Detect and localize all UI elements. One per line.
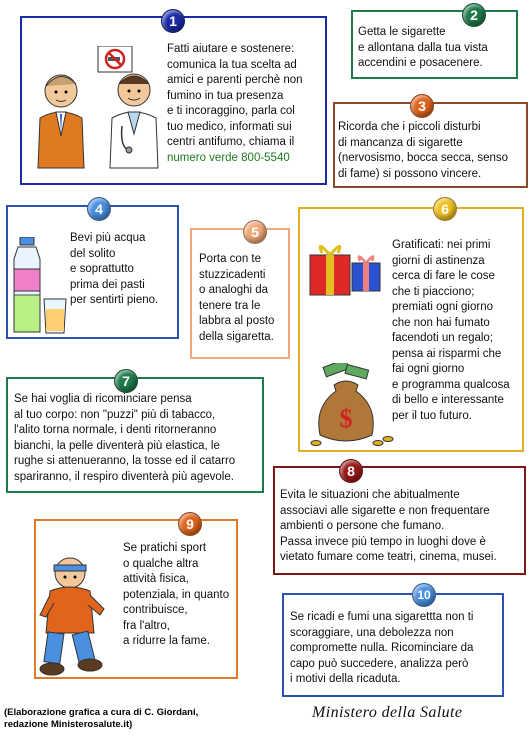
tip-text-7: Se hai voglia di ricominciare pensa al tuo corpo: non "puzzi" più di tabacco, l'alito torna normale, i denti ritorneranno bianchi, la pelle diventerà più elastica, le rughe si attenueranno, la tosse ed il catarro spariranno, il respiro diventerà più agevole. <box>14 393 236 483</box>
tip-text-9: Se pratichi sport o qualche altra attività fisica, potenziala, in quanto contribuisce, fra l'altro, a ridurre la fame. <box>123 542 230 647</box>
tip-number-badge-4: 4 <box>87 197 111 221</box>
tip-number-badge-10: 10 <box>412 583 436 607</box>
tip-number-badge-8: 8 <box>339 459 363 483</box>
tip-text-10: Se ricadi e fumi una sigarettta non ti scoraggiare, una debolezza non compromette nulla. Ricominciare da capo può succedere, analizza però i motivi della ricaduta. <box>290 611 474 685</box>
tip-text-5: Porta con te stuzzicadenti o analoghi da tenere tra le labbra al posto della sigaretta. <box>199 253 275 343</box>
tip-text-4: Bevi più acqua del solito e soprattutto prima dei pasti per sentirti pieno. <box>70 232 159 306</box>
ministero-signature: Ministero della Salute <box>312 704 463 721</box>
jogging-man-icon <box>38 551 110 677</box>
water-bottle-and-glass-icon <box>10 237 72 337</box>
tip-number-badge-6: 6 <box>433 197 457 221</box>
tip-text-6: Gratificati: nei primi giorni di astinenza cerca di fare le cose che ti piacciono; premiati ogni giorno che non hai fumato facendoti un regalo; pensa ai risparmi che fai ogni giorno e programma qualcosa di bello e interessante per il tuo futuro. <box>392 239 510 422</box>
two-men-no-smoking-sign-icon <box>26 46 176 171</box>
tip-text-3: Ricorda che i piccoli disturbi di mancanza di sigarette (nervosismo, bocca secca, senso di fame) si possono vincere. <box>338 121 509 180</box>
svg-text:$: $ <box>339 404 353 433</box>
money-bag-icon <box>306 363 396 449</box>
tip-number-badge-1: 1 <box>161 9 185 33</box>
tip-number-badge-3: 3 <box>410 94 434 118</box>
tip-text-2: Getta le sigarette e allontana dalla tua vista accendini e posacenere. <box>358 26 488 69</box>
tip-number-badge-2: 2 <box>462 3 486 27</box>
gift-boxes-icon <box>306 235 386 299</box>
tip-text-1: Fatti aiutare e sostenere: comunica la tua scelta ad amici e parenti perchè non fumino in tua presenza e ti incoraggino, parla col tuo medico, informati sui centri antifumo, chiama il numero verde 800-5540 <box>167 42 303 166</box>
tip-1-hotline: numero verde 800-5540 <box>167 151 290 164</box>
tip-text-8: Evita le situazioni che abitualmente associavi alle sigarette e non frequentare ambienti o persone che fumano. Passa invece più tempo in luoghi dove è vietato fumare come teatri, cinema, musei. <box>280 489 497 563</box>
tip-number-badge-9: 9 <box>178 512 202 536</box>
tip-number-badge-5: 5 <box>243 220 267 244</box>
tip-number-badge-7: 7 <box>114 369 138 393</box>
graphic-credit: (Elaborazione grafica a cura di C. Giordani, redazione Ministerosalute.it) <box>4 707 199 730</box>
